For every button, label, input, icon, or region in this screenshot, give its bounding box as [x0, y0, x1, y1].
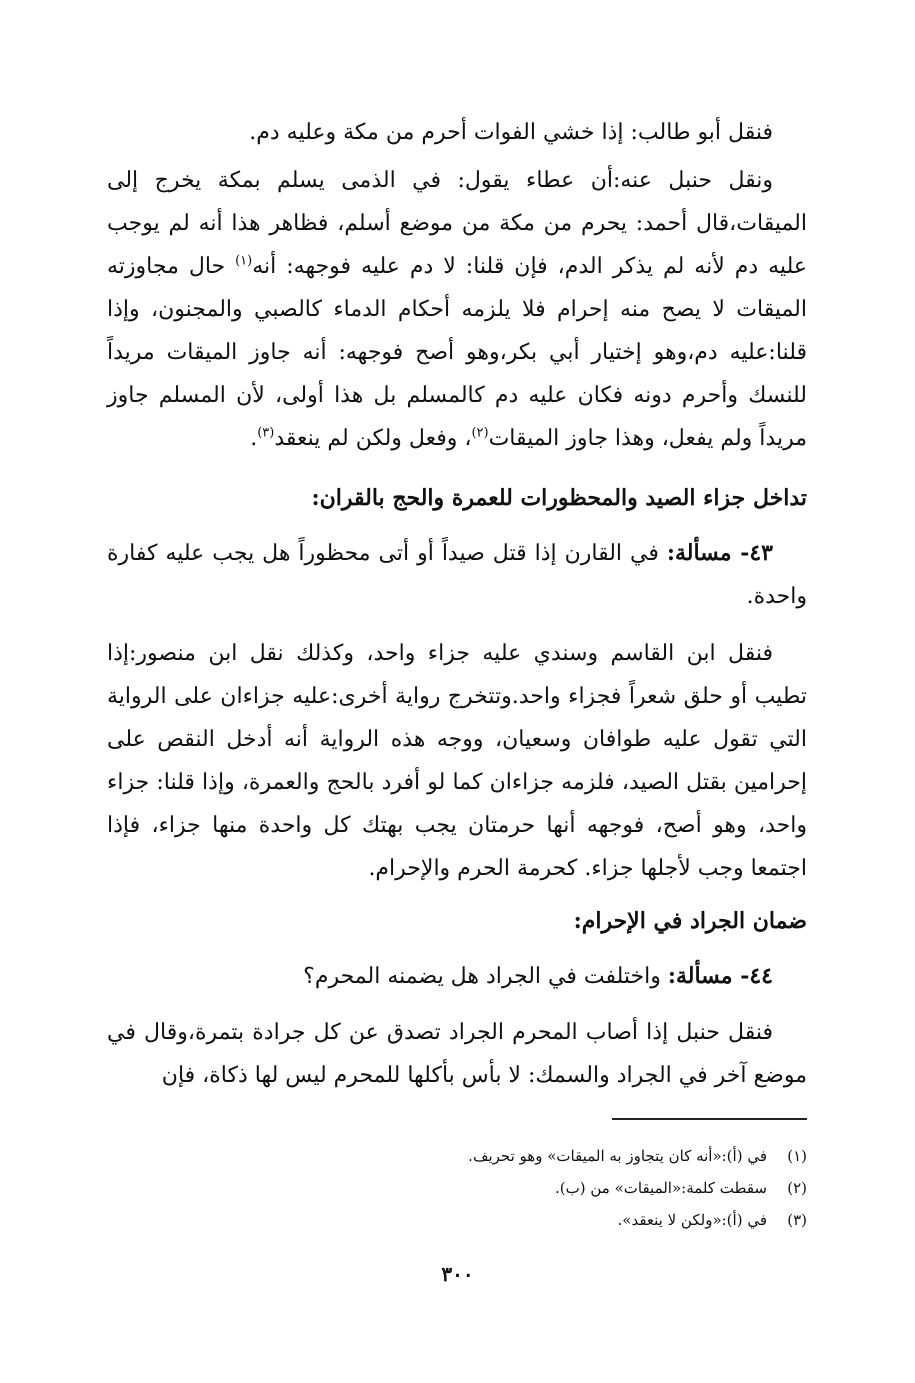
footnote-text: سقطت كلمة:«الميقات» من (ب). [555, 1179, 767, 1197]
text-run: . [250, 426, 258, 451]
footnote-number: (٣) [787, 1211, 807, 1229]
question-text [107, 955, 807, 998]
section-heading-1 [107, 477, 807, 520]
heading-text: ضمان الجراد في الإحرام: [573, 908, 807, 934]
page-number: ٣٠٠ [441, 1262, 474, 1286]
question-43 [107, 532, 807, 618]
footnote-text: في (أ):«أنه كان يتجاوز به الميقات» وهو تحريف. [468, 1147, 767, 1165]
paragraph-text: فنقل أبو طالب: إذا خشي الفوات أحرم من مكة وعليه دم. [249, 120, 773, 145]
section-heading-2 [107, 900, 807, 943]
paragraph-text [107, 159, 807, 460]
footnote-2 [107, 1172, 807, 1204]
question-number: ٤٤- مسألة: [667, 963, 773, 989]
footnote-number: (١) [787, 1147, 807, 1165]
paragraph-1 [107, 111, 807, 154]
footnote-ref-1[interactable]: (١) [235, 253, 253, 269]
paragraph-3 [107, 632, 807, 890]
footnote-text: في (أ):«ولكن لا ينعقد». [617, 1211, 767, 1229]
question-44 [107, 955, 807, 998]
question-text [107, 532, 807, 618]
footnote-ref-3[interactable]: (٣) [257, 425, 275, 441]
paragraph-text: فنقل ابن القاسم وسندي عليه جزاء واحد، وكذلك نقل ابن منصور:إذا تطيب أو حلق شعراً فجزاء واحد.وتتخرج رواية أخرى:عليه جزاءان على الرواية التي تقول عليه طوافان وسعيان، ووجه هذه الرواية أنه أدخل النقص على إحرامين بقتل الصيد، فلزمه جزاءان كما لو أفرد بالحج والعمرة، وإذا قلنا: جزاء واحد، وهو أصح، فوجهه أنها حرمتان يجب بهتك كل واحدة منها جزاء، فإذا اجتمعا وجب لأجلها جزاء. كحرمة الحرم والإحرام. [107, 641, 807, 881]
paragraph-2 [107, 159, 807, 460]
question-number: ٤٣- مسألة: [666, 540, 773, 566]
footnote-divider [612, 1118, 807, 1120]
question-body: واختلفت في الجراد هل يضمنه المحرم؟ [303, 964, 668, 989]
footnote-number: (٢) [787, 1179, 807, 1197]
text-run: ، وفعل ولكن لم ينعقد [274, 426, 472, 451]
paragraph-4 [107, 1011, 807, 1097]
heading-text: تداخل جزاء الصيد والمحظورات للعمرة والحج بالقران: [311, 485, 807, 511]
footnotes [107, 1140, 807, 1236]
footnote-1 [107, 1140, 807, 1172]
text-run: ونقل حنبل عنه:أن عطاء يقول: في الذمى يسلم بمكة يخرج إلى الميقات،قال أحمد: يحرم من مكة من موضع أسلم، فظاهر هذا أنه لم يوجب عليه دم لأنه لم يذكر الدم، فإن قلنا: لا دم عليه فوجهه: أنه [107, 168, 807, 279]
text-run: حال مجاوزته الميقات لا يصح منه إحرام فلا يلزمه أحكام الدماء كالصبي والمجنون، وإذا قلنا:عليه دم،وهو إختيار أبي بكر،وهو أصح فوجهه: أنه جاوز الميقات مريداً للنسك وأحرم دونه فكان عليه دم كالمسلم بل هذا أولى، لأن المسلم جاوز مريداً ولم يفعل، وهذا جاوز الميقات [107, 254, 807, 451]
footnote-3 [107, 1204, 807, 1236]
paragraph-text: فنقل حنبل إذا أصاب المحرم الجراد تصدق عن كل جرادة بتمرة،وقال في موضع آخر في الجراد والسمك: لا بأس بأكلها للمحرم ليس لها ذكاة، فإن [107, 1020, 807, 1088]
question-body: في القارن إذا قتل صيداً أو أتى محظوراً هل يجب عليه كفارة واحدة. [107, 541, 807, 609]
footnote-ref-2[interactable]: (٢) [471, 425, 489, 441]
